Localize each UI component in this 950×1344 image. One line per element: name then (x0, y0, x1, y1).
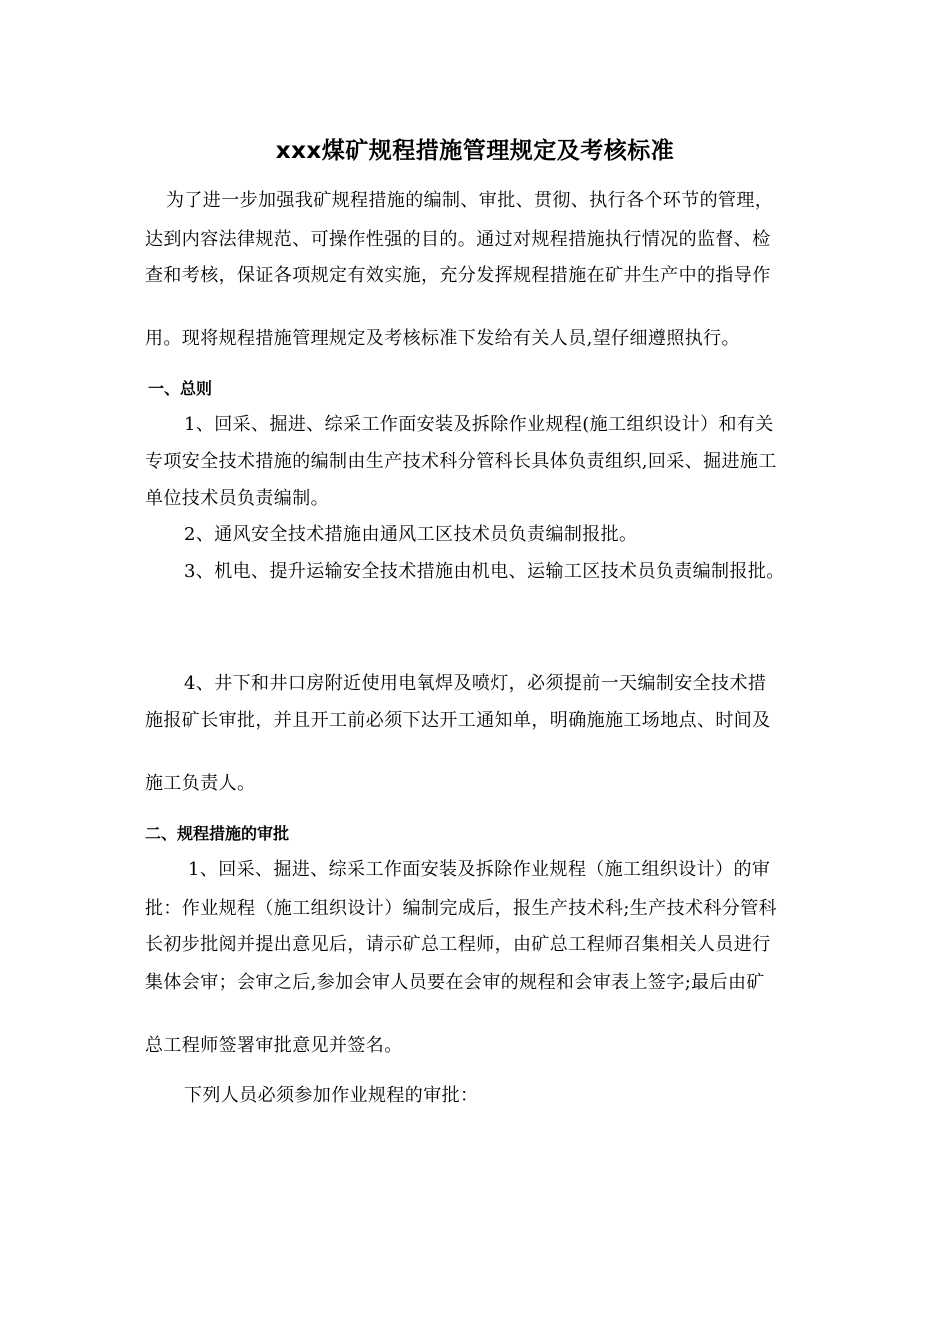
section-2-heading: 二、规程措施的审批 (145, 824, 290, 843)
section-1-item-2: 2、通风安全技术措施由通风工区技术员负责编制报批。 (184, 524, 638, 545)
intro-line-1: 为了进一步加强我矿规程措施的编制、审批、贯彻、执行各个环节的管理， (166, 190, 774, 211)
document-title: xxx煤矿规程措施管理规定及考核标准 (275, 138, 675, 164)
section-1-item-4-line-2: 施报矿长审批，并且开工前必须下达开工通知单，明确施施工场地点、时间及 (145, 710, 771, 731)
section-2-item-1-line-3: 长初步批阅并提出意见后，请示矿总工程师，由矿总工程师召集相关人员进行 (145, 934, 771, 955)
section-2-item-1-line-4: 集体会审；会审之后,参加会审人员要在会审的规程和会审表上签字;最后由矿 (145, 972, 765, 993)
section-2-item-1-line-5: 总工程师签署审批意见并签名。 (145, 1035, 403, 1056)
section-1-item-4-line-1: 4、井下和井口房附近使用电氧焊及喷灯，必须提前一天编制安全技术措 (184, 673, 767, 694)
section-1-heading: 一、总则 (148, 379, 213, 398)
section-2-item-1-line-1: 1、回采、掘进、综采工作面安装及拆除作业规程（施工组织设计）的审 (188, 859, 771, 880)
intro-line-2: 达到内容法律规范、可操作性强的目的。通过对规程措施执行情况的监督、检 (145, 229, 771, 250)
section-1-item-1-line-1: 1、回采、掘进、综采工作面安装及拆除作业规程(施工组织设计）和有关 (184, 414, 774, 435)
section-1-item-3: 3、机电、提升运输安全技术措施由机电、运输工区技术员负责编制报批。 (184, 561, 785, 582)
section-2-item-1-line-2: 批：作业规程（施工组织设计）编制完成后，报生产技术科;生产技术科分管科 (145, 898, 778, 919)
intro-line-3: 查和考核，保证各项规定有效实施，充分发挥规程措施在矿井生产中的指导作 (145, 265, 771, 286)
intro-line-4: 用。现将规程措施管理规定及考核标准下发给有关人员,望仔细遵照执行。 (145, 328, 740, 349)
section-1-item-1-line-2: 专项安全技术措施的编制由生产技术科分管科长具体负责组织,回采、掘进施工 (145, 451, 777, 472)
section-1-item-1-line-3: 单位技术员负责编制。 (145, 488, 329, 509)
section-2-item-2: 下列人员必须参加作业规程的审批： (184, 1085, 479, 1106)
section-1-item-4-line-3: 施工负责人。 (145, 773, 256, 794)
